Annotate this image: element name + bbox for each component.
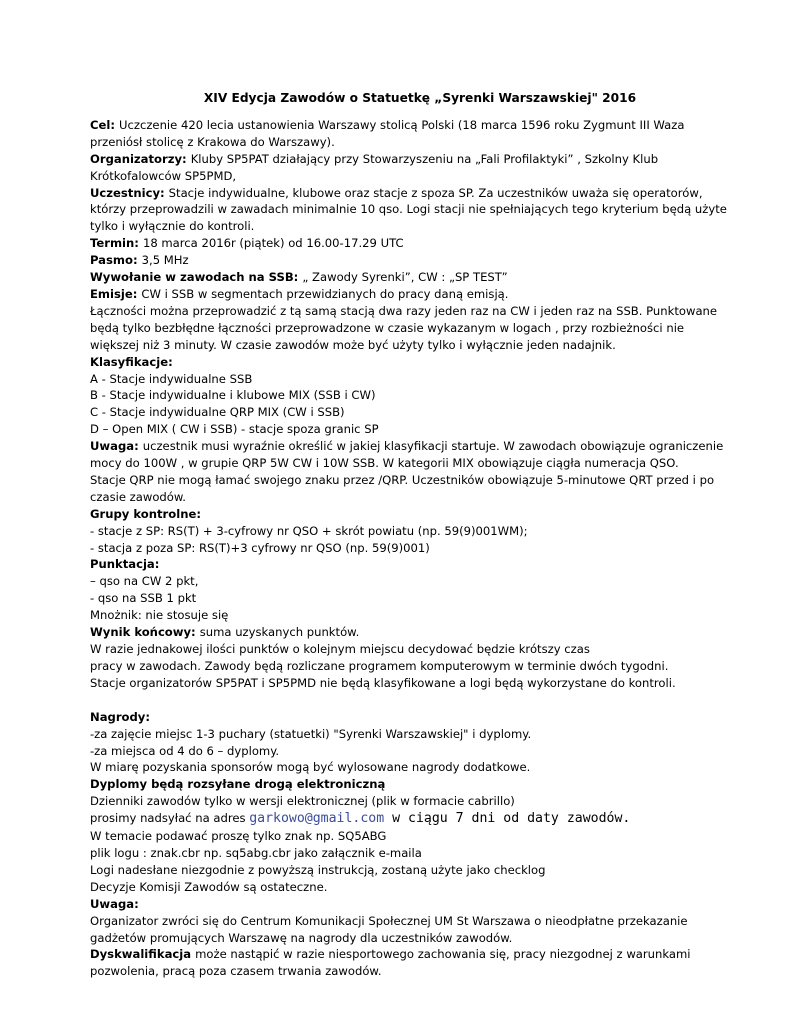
document-line	[90, 371, 730, 388]
line-text: plik logu : znak.cbr np. sq5abg.cbr jako załącznik e-maila	[90, 845, 422, 860]
line-text: może nastąpić w razie niesportowego zachowania się, pracy niezgodnej z warunkami	[195, 947, 691, 962]
document-line	[90, 286, 730, 303]
section-label: Termin:	[90, 236, 143, 251]
document-line	[90, 134, 730, 151]
document-line	[90, 913, 730, 930]
email-suffix: w ciągu 7 dni od daty zawodów.	[384, 811, 631, 827]
line-text: mocy do 100W , w grupie QRP 5W CW i 10W SSB. W kategorii MIX obowiązuje ciągła numeracja QSO.	[90, 456, 679, 471]
line-text: Stacje QRP nie mogą łamać swojego znaku przez /QRP. Uczestników obowiązuje 5-minutowe QRT przed i po	[90, 472, 715, 487]
section-label: Punktacja:	[90, 557, 160, 572]
section-label: Wynik końcowy:	[90, 625, 200, 640]
line-text: tylko i wyłącznie do kontroli.	[90, 219, 255, 234]
document-line	[90, 862, 730, 879]
document-line	[90, 963, 730, 980]
line-text: czasie zawodów.	[90, 489, 186, 504]
line-text: 3,5 MHz	[141, 253, 189, 268]
document-line	[90, 776, 730, 793]
document-line	[90, 235, 730, 252]
document-line	[90, 607, 730, 624]
document-line	[90, 387, 730, 404]
document-line	[90, 743, 730, 760]
document-line	[90, 354, 730, 371]
document-line	[90, 337, 730, 354]
email-prefix: prosimy nadsyłać na adres	[90, 811, 250, 826]
document-line	[90, 218, 730, 235]
document-title: XIV Edycja Zawodów o Statuetkę „Syrenki Warszawskiej" 2016	[203, 91, 637, 105]
email-link[interactable]: garkowo@gmail.com	[249, 811, 385, 827]
line-text: Stacje indywidualne, klubowe oraz stacje z spoza SP. Za uczestników uważa się operatorów,	[168, 185, 703, 200]
line-text: B - Stacje indywidualne i klubowe MIX (SSB i CW)	[90, 388, 376, 403]
document-line	[90, 675, 730, 692]
line-text: CW i SSB w segmentach przewidzianych do pracy daną emisją.	[141, 286, 509, 301]
document-line	[90, 573, 730, 590]
document-line	[90, 658, 730, 675]
document-line	[90, 185, 730, 202]
section-label: Dyskwalifikacja	[90, 947, 196, 962]
line-text: - stacje z SP: RS(T) + 3-cyfrowy nr QSO + skrót powiatu (np. 59(9)001WM);	[90, 523, 528, 538]
line-text: -za miejsca od 4 do 6 – dyplomy.	[90, 743, 280, 758]
line-text: D – Open MIX ( CW i SSB) - stacje spoza granic SP	[90, 422, 379, 437]
section-label: Uwaga:	[90, 896, 139, 911]
line-text: będą tylko bezbłędne łączności przeprowadzone w czasie wykazanym w logach , przy rozbieżności nie	[90, 320, 685, 335]
document-line	[90, 709, 730, 726]
line-text: którzy przeprowadzili w zawadach minimalnie 10 qso. Logi stacji nie spełniających tego kryterium będą użyte	[90, 202, 727, 217]
document-line	[90, 793, 730, 810]
document-line	[90, 556, 730, 573]
document-line	[90, 303, 730, 320]
document-line	[90, 404, 730, 421]
line-text: Łączności można przeprowadzić z tą samą stacją dwa razy jeden raz na CW i jeden raz na SSB. Punktowane	[90, 303, 718, 318]
document-line	[90, 252, 730, 269]
document-line	[90, 590, 730, 607]
document-line	[90, 523, 730, 540]
line-text: W temacie podawać proszę tylko znak np. SQ5ABG	[90, 829, 387, 844]
document-line	[90, 320, 730, 337]
line-text: - qso na SSB 1 pkt	[90, 591, 197, 606]
line-text: przeniósł stolicę z Krakowa do Warszawy).	[90, 134, 335, 149]
section-label: Wywołanie w zawodach na SSB:	[90, 270, 303, 285]
line-text: „ Zawody Syrenki”, CW : „SP TEST”	[302, 270, 508, 285]
email-instruction-line	[90, 810, 730, 828]
section-label: Uwaga:	[90, 439, 143, 454]
section-label: Pasmo:	[90, 253, 142, 268]
line-text: – qso na CW 2 pkt,	[90, 574, 199, 589]
document-line	[90, 438, 730, 455]
section-label: Uczestnicy:	[90, 185, 169, 200]
document-line	[90, 540, 730, 557]
document-line	[90, 641, 730, 658]
blank-line	[90, 692, 730, 709]
section-label: Nagrody:	[90, 709, 151, 724]
line-text: gadżetów promujących Warszawę na nagrody dla uczestników zawodów.	[90, 930, 513, 945]
document-line	[90, 845, 730, 862]
line-text: Decyzje Komisji Zawodów są ostateczne.	[90, 879, 328, 894]
line-text: uczestnik musi wyraźnie określić w jakiej klasyfikacji startuje. W zawodach obowiązuje ograniczenie	[142, 439, 724, 454]
document-line	[90, 489, 730, 506]
line-text: C - Stacje indywidualne QRP MIX (CW i SSB)	[90, 405, 345, 420]
line-text: Mnożnik: nie stosuje się	[90, 608, 229, 623]
document-line	[90, 168, 730, 185]
line-text: Stacje organizatorów SP5PAT i SP5PMD nie będą klasyfikowane a logi będą wykorzystane do kontroli.	[90, 675, 676, 690]
line-text: W razie jednakowej ilości punktów o kolejnym miejscu decydować będzie krótszy czas	[90, 642, 590, 656]
document-line	[90, 946, 730, 963]
document-line	[90, 201, 730, 218]
section-label: Cel:	[90, 117, 120, 132]
document-page	[90, 90, 730, 980]
document-line	[90, 759, 730, 776]
document-body	[90, 117, 730, 980]
document-line	[90, 455, 730, 472]
line-text: -za zajęcie miejsc 1-3 puchary (statuetki) "Syrenki Warszawskiej" i dyplomy.	[90, 726, 532, 741]
document-line	[90, 930, 730, 947]
line-text: pozwolenia, pracą poza czasem trwania zawodów.	[90, 964, 382, 979]
section-label: Dyplomy będą rozsyłane drogą elektroniczną	[90, 777, 386, 792]
line-text: Kluby SP5PAT działający przy Stowarzyszeniu na „Fali Profilaktyki” , Szkolny Klub	[190, 151, 659, 166]
line-text: - stacja z poza SP: RS(T)+3 cyfrowy nr QSO (np. 59(9)001)	[90, 540, 430, 555]
line-text: 18 marca 2016r (piątek) od 16.00-17.29 UTC	[142, 236, 404, 251]
section-label: Klasyfikacje:	[90, 354, 173, 369]
section-label: Grupy kontrolne:	[90, 506, 201, 521]
document-line	[90, 624, 730, 641]
document-line	[90, 506, 730, 523]
document-line	[90, 421, 730, 438]
line-text: suma uzyskanych punktów.	[199, 625, 360, 640]
document-line	[90, 828, 730, 845]
section-label: Emisje:	[90, 286, 142, 301]
document-line	[90, 117, 730, 134]
line-text: Organizator zwróci się do Centrum Komunikacji Społecznej UM St Warszawa o nieodpłatne przekazanie	[90, 913, 688, 928]
document-line	[90, 726, 730, 743]
line-text: W miarę pozyskania sponsorów mogą być wylosowane nagrody dodatkowe.	[90, 760, 531, 775]
line-text: Uczczenie 420 lecia ustanowienia Warszawy stolicą Polski (18 marca 1596 roku Zygmunt III Waza	[119, 117, 685, 132]
document-line	[90, 269, 730, 286]
document-line	[90, 896, 730, 913]
document-line	[90, 879, 730, 896]
line-text: Dzienniki zawodów tylko w wersji elektronicznej (plik w formacie cabrillo)	[90, 794, 515, 809]
section-label: Organizatorzy:	[90, 151, 191, 166]
line-text: Logi nadesłane niezgodnie z powyższą instrukcją, zostaną użyte jako checklog	[90, 862, 546, 877]
line-text: większej niż 3 minuty. W czasie zawodów może być użyty tylko i wyłącznie jeden nadajnik.	[90, 337, 616, 352]
line-text: A - Stacje indywidualne SSB	[90, 371, 253, 386]
line-text: pracy w zawodach. Zawody będą rozliczane programem komputerowym w terminie dwóch tygodni.	[90, 658, 669, 673]
document-line	[90, 151, 730, 168]
document-line	[90, 472, 730, 489]
line-text: Krótkofalowców SP5PMD,	[90, 168, 237, 183]
